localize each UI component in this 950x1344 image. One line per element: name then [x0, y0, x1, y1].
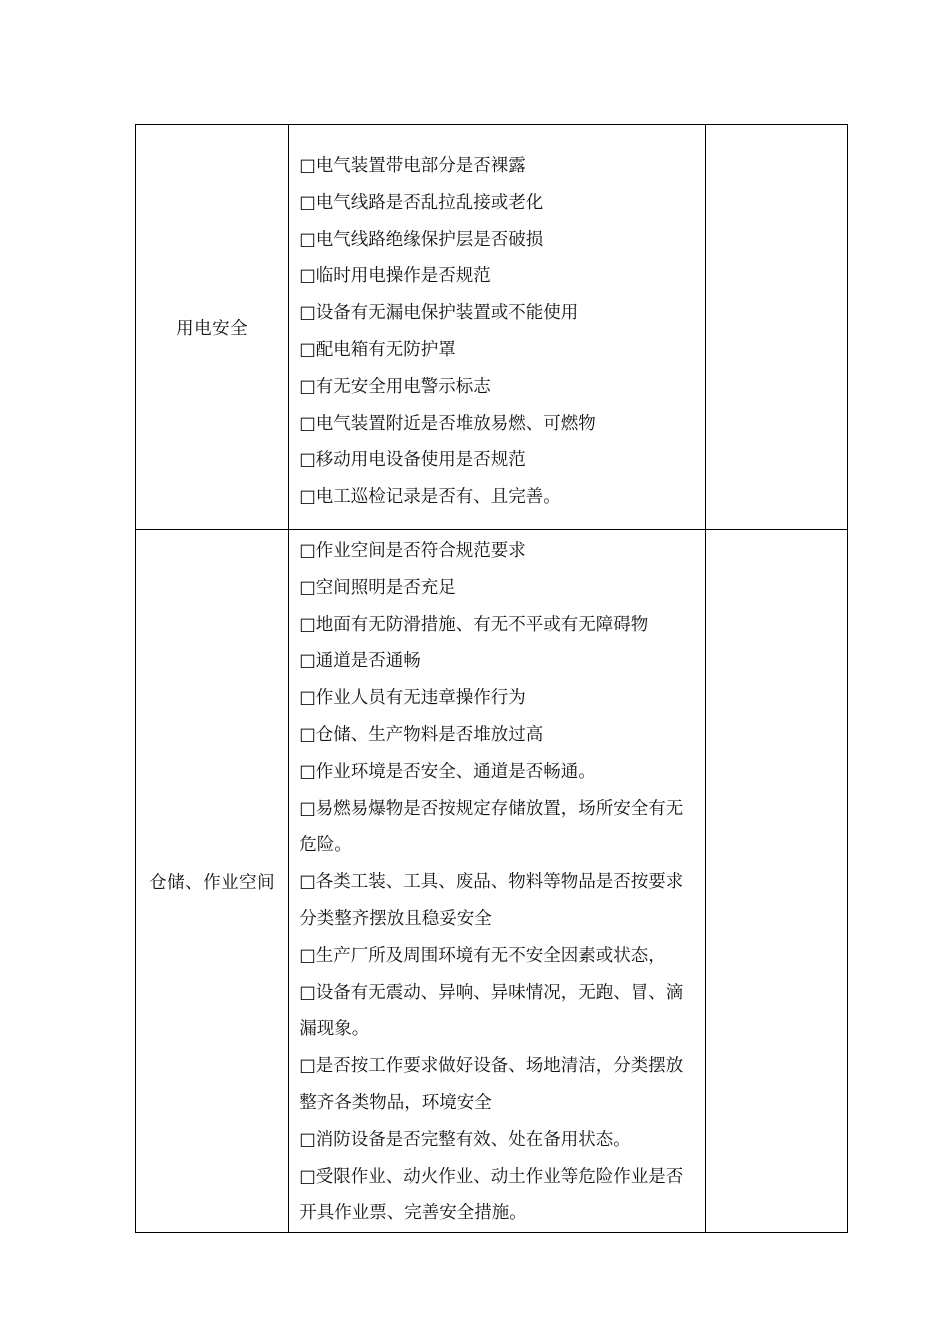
check-item: □电工巡检记录是否有、且完善。 — [299, 487, 561, 508]
check-item: □是否按工作要求做好设备、场地清洁，分类摆放整齐各类物品，环境安全 — [299, 1056, 684, 1113]
check-item: □作业空间是否符合规范要求 — [299, 541, 526, 561]
check-item: □消防设备是否完整有效、处在备用状态。 — [299, 1129, 631, 1150]
check-item: □临时用电操作是否规范 — [299, 266, 491, 287]
check-item: □电气装置附近是否堆放易燃、可燃物 — [299, 413, 596, 434]
check-item: □作业环境是否安全、通道是否畅通。 — [299, 761, 596, 782]
check-item: □易燃易爆物是否按规定存储放置，场所安全有无危险。 — [299, 798, 684, 856]
category-label: 仓储、作业空间 — [149, 872, 276, 893]
category-label: 用电安全 — [176, 318, 249, 339]
check-item: □配电箱有无防护罩 — [299, 340, 456, 360]
check-item: □地面有无防滑措施、有无不平或有无障碍物 — [299, 614, 649, 635]
check-item: □移动用电设备使用是否规范 — [299, 450, 526, 471]
check-item: □有无安全用电警示标志 — [299, 376, 491, 397]
check-item: □设备有无震动、异响、异味情况，无跑、冒、滴漏现象。 — [299, 982, 684, 1040]
check-item: □通道是否通畅 — [299, 651, 421, 672]
check-item: □空间照明是否充足 — [299, 577, 456, 598]
check-item: □仓储、生产物料是否堆放过高 — [299, 724, 544, 745]
result-cell — [705, 125, 847, 530]
check-item: □各类工装、工具、废品、物料等物品是否按要求分类整齐摆放且稳妥安全 — [299, 872, 684, 929]
check-item: □生产厂所及周围环境有无不安全因素或状态， — [299, 945, 666, 966]
check-items-cell — [289, 530, 706, 1233]
result-cell — [705, 530, 847, 1233]
check-item: □受限作业、动火作业、动土作业等危险作业是否开具作业票、完善安全措施。 — [299, 1166, 684, 1224]
check-item: □电气装置带电部分是否裸露 — [299, 156, 526, 177]
table-row-storage-work-space — [136, 530, 848, 1233]
check-item: □电气线路是否乱拉乱接或老化 — [299, 192, 544, 213]
check-items-cell — [289, 125, 706, 530]
check-item: □设备有无漏电保护装置或不能使用 — [299, 303, 579, 324]
safety-checklist-table — [135, 124, 848, 1233]
table-row-electrical-safety — [136, 125, 848, 530]
check-item: □电气线路绝缘保护层是否破损 — [299, 229, 544, 250]
check-item: □作业人员有无违章操作行为 — [299, 688, 526, 709]
category-cell — [136, 125, 289, 530]
category-cell — [136, 530, 289, 1233]
